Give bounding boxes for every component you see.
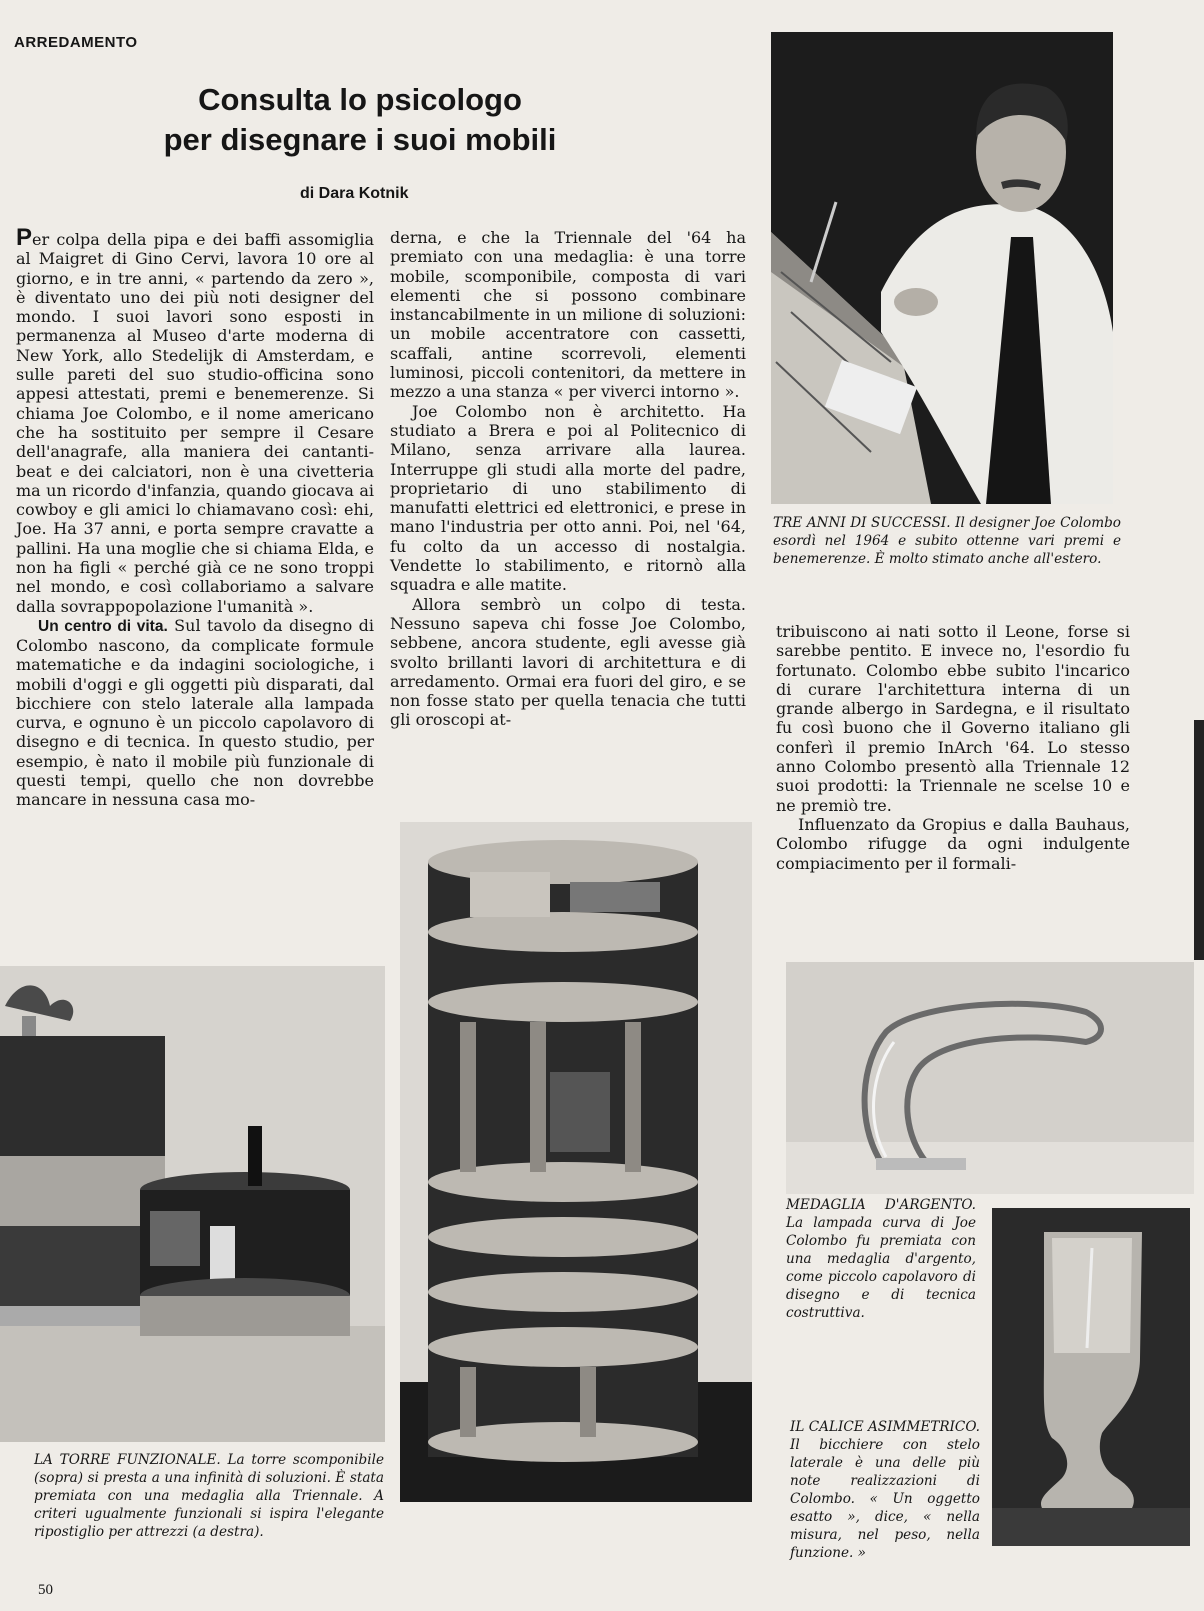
glass-photo [992, 1208, 1190, 1546]
glass-image [992, 1208, 1190, 1546]
paragraph [16, 616, 374, 810]
paragraph: Joe Colombo non è architetto. Ha studiato a Brera e poi al Politecnico di Milano, senza arrivare alla laurea. Interruppe gli studi alla morte del padre, proprietario di uno stabilimento di manufatti elettrici ed elettronici, e prese in mano l'industria per otto anni. Poi, nel '64, fu colto da un accesso di nostalgia. Vendette lo stabilimento, e ritornò alla squadra e alle matite. [390, 401, 746, 595]
tower-caption: LA TORRE FUNZIONALE. La torre scomponibile (sopra) si presta a una infinità di soluzioni. È stata premiata con una medaglia alla Triennale. A criteri ugualmente funzionali si ispira l'elegante ripostiglio per attrezzi (a destra). [34, 1452, 384, 1540]
portrait-caption: TRE ANNI DI SUCCESSI. Il designer Joe Colombo esordì nel 1964 e subito ottenne vari premi e benemerenze. È molto stimato anche all'estero. [773, 515, 1121, 567]
paragraph-text: Sul tavolo da disegno di Colombo nascono, da complicate formule matematiche e da indagini sociologiche, i mobili d'oggi e gli oggetti più disparati, dal bicchiere con stelo laterale alla lampada curva, e ognuno è un piccolo capolavoro di disegno e di tecnica. In questo studio, per esempio, è nato il mobile più funzionale di questi tempi, quello che non dovrebbe mancare in nessuna casa mo- [16, 615, 374, 810]
paragraph: Allora sembrò un colpo di testa. Nessuno sapeva chi fosse Joe Colombo, sebbene, ancora studente, egli avesse già svolto brillanti lavori di architettura e di arredamento. Ormai era fuori del giro, e se non fosse stato per quella tenacia che tutti gli oroscopi at- [390, 594, 746, 730]
text-column-1 [16, 224, 374, 810]
byline: di Dara Kotnik [300, 185, 409, 202]
paragraph: derna, e che la Triennale del '64 ha premiato con una medaglia: è una torre mobile, scomponibile, composta di vari elementi che si possono combinare instancabilmente in un milione di soluzioni: un mobile accentratore con cassetti, scaffali, antine scorrevoli, elementi luminosi, piccoli contenitori, da mettere in mezzo a una stanza « per viverci intorno ». [390, 228, 746, 402]
portrait-image [771, 32, 1113, 504]
paragraph: Influenzato da Gropius e dalla Bauhaus, Colombo rifugge da ogni indulgente compiacimento per il formali- [776, 814, 1130, 873]
text-column-2 [390, 228, 746, 730]
section-label: ARREDAMENTO [14, 34, 138, 51]
paragraph [16, 224, 374, 616]
lamp-image [786, 962, 1194, 1194]
furniture-photo [0, 966, 385, 1442]
portrait-photo [771, 32, 1113, 504]
title-line-1: Consulta lo psicologo [198, 82, 522, 117]
paragraph: tribuiscono ai nati sotto il Leone, forse si sarebbe pentito. E invece no, l'esordio fu fortunato. Colombo ebbe subito l'incarico di curare l'architettura interna di un grande albergo in Sardegna, e il risultato fu così buono che il Governo italiano gli conferì il premio InArch '64. Lo stesso anno Colombo presentò alla Triennale 12 suoi prodotti: la Triennale ne scelse 10 e ne premiò tre. [776, 622, 1130, 815]
title-line-2: per disegnare i suoi mobili [163, 122, 557, 157]
lamp-photo [786, 962, 1194, 1194]
text-column-3 [776, 622, 1130, 873]
article-title [100, 80, 620, 160]
drop-cap: P [16, 224, 33, 251]
page-edge [1194, 720, 1204, 960]
paragraph-text: er colpa della pipa e dei baffi assomiglia al Maigret di Gino Cervi, lavora 10 ore al giorno, e in tre anni, « partendo da zero », è diventato uno dei più noti designer del mondo. I suoi lavori sono esposti in permanenza al Museo d'arte moderna di New York, allo Stedelijk di Amsterdam, e sulle pareti del suo studio-officina sono appesi attestati, premi e benemerenze. Si chiama Joe Colombo, e il nome americano che ha sostituito per sempre il Cesare dell'anagrafe, alla maniera dei cantanti-beat e dei calciatori, non è una civetteria ma un ricordo d'infanzia, quando giocava ai cowboy e gli amici lo chiamavano così: ehi, Joe. Ha 37 anni, e porta sempre cravatte a pallini. Ha una moglie che si chiama Elda, e non ha figli « perché già ce ne sono troppi nel mondo, e così collaboriamo a salvare dalla sovrappopolazione l'umanità ». [16, 230, 374, 616]
subheading: Un centro di vita. [38, 617, 168, 635]
furniture-image [0, 966, 385, 1442]
page-number: 50 [38, 1582, 53, 1598]
tool-tower-photo [400, 822, 752, 1502]
lamp-caption: MEDAGLIA D'ARGENTO. La lampada curva di Joe Colombo fu premiata con una medaglia d'argento, come piccolo capolavoro di disegno e di tecnica costruttiva. [786, 1197, 976, 1321]
glass-caption: IL CALICE ASIMMETRICO. Il bicchiere con stelo laterale è una delle più note realizzazioni di Colombo. « Un oggetto esatto », dice, « nella misura, nel peso, nella funzione. » [790, 1419, 980, 1561]
tool-tower-image [400, 822, 752, 1502]
